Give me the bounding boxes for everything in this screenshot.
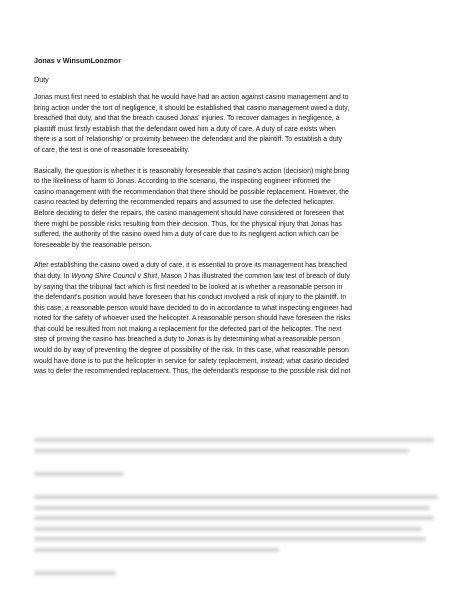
text-segment: , Mason J has illustrated the common law test of breach of duty xyxy=(157,272,350,280)
text-line: plaintiff must firstly establish that the defendant owed him a duty of care. A duty of care exists when xyxy=(34,125,336,133)
text-line: Jonas must first need to establish that he would have had an action against casino management and to xyxy=(34,94,349,101)
text-line: to the likeliness of harm to Jonas. According to the scenario, the inspecting engineer informed the xyxy=(34,178,331,186)
text-line: breached that duty, and that the breach caused Jonas' injuries. To recover damages in negligence, a xyxy=(34,115,340,123)
text-line: foreseeable by the reasonable person. xyxy=(34,241,152,249)
text-line: Before deciding to defer the repairs, the casino management should have considered or foreseen that xyxy=(34,209,344,217)
text-line: noted for the safety of whoever used the helicopter. A reasonable person should have foreseen the risks xyxy=(34,315,351,323)
text-line: bring action under the tort of negligence, it should be established that casino management owed a duty, xyxy=(34,104,350,112)
text-line: the defendant's position would have foreseen that his conduct involved a risk of injury to the plaintiff. In xyxy=(34,294,347,302)
text-line: would do by way of preventing the degree of possibility of the risk. In this case, what reasonable person xyxy=(34,347,349,355)
blurred-line xyxy=(34,449,409,453)
text-segment: that duty. In xyxy=(34,272,72,280)
blurred-line xyxy=(34,516,434,520)
text-line: suffered, the authority of the casino owed him a duty of care due to its negligent action which can be xyxy=(34,231,339,239)
section-heading: Duty xyxy=(34,75,49,84)
blurred-line xyxy=(34,438,434,442)
blurred-preview-text xyxy=(34,438,442,582)
text-line xyxy=(34,272,442,283)
case-citation: Wyong Shire Council v Shirt xyxy=(71,272,158,280)
text-line: Basically, the question is whether it is reasonably foreseeable that casino's action (decision) might bring xyxy=(34,167,350,175)
text-line: casino management with the recommendation that there should be possible replacement. However, the xyxy=(34,188,349,196)
text-line: that could be resulted from not making a replacement for the defected part of the helicopter. The next xyxy=(34,325,342,333)
blurred-line xyxy=(34,495,438,499)
blurred-heading xyxy=(34,571,116,575)
text-line: by saying that the tribunal fact which is first needed to be looked at is whether a reasonable person in xyxy=(34,283,343,291)
blurred-line xyxy=(34,537,426,541)
text-line: there is a sort of 'relationship' or proximity between the defendant and the plaintiff. To establish a duty xyxy=(34,136,343,144)
blurred-heading xyxy=(34,472,124,476)
text-line: this case, a reasonable person would have decided to do in accordance to what inspecting engineer had xyxy=(34,304,352,312)
paragraph-3 xyxy=(34,261,442,378)
text-line: would have done is to put the helicopter in service for safety replacement, instead; what casino decided xyxy=(34,357,349,365)
blurred-line xyxy=(34,548,279,552)
blurred-line xyxy=(34,506,430,510)
text-line: step of proving the casino has breached a duty to Jonas is by determining what a reasonable person xyxy=(34,336,341,344)
text-line: casino reacted by deferring the recommended repairs and assumed to use the defected helicopter. xyxy=(34,199,335,207)
paragraph-2 xyxy=(34,167,442,252)
document-body xyxy=(34,56,442,388)
blurred-line xyxy=(34,527,422,531)
text-line: of care, the test is one of reasonable foreseeability. xyxy=(34,146,190,154)
text-line: After establishing the casino owed a duty of care, it is essential to prove its management has breached xyxy=(34,262,347,270)
paragraph-1 xyxy=(34,93,442,157)
text-line: was to defer the recommended replacement. Thus, the defendant's response to the possible risk did not xyxy=(34,368,351,376)
document-title: Jonas v WinsumLoozmor xyxy=(34,56,121,65)
text-line: there might be possible risks resulting from their decision. Thus, for the physical injury that Jonas has xyxy=(34,220,342,228)
